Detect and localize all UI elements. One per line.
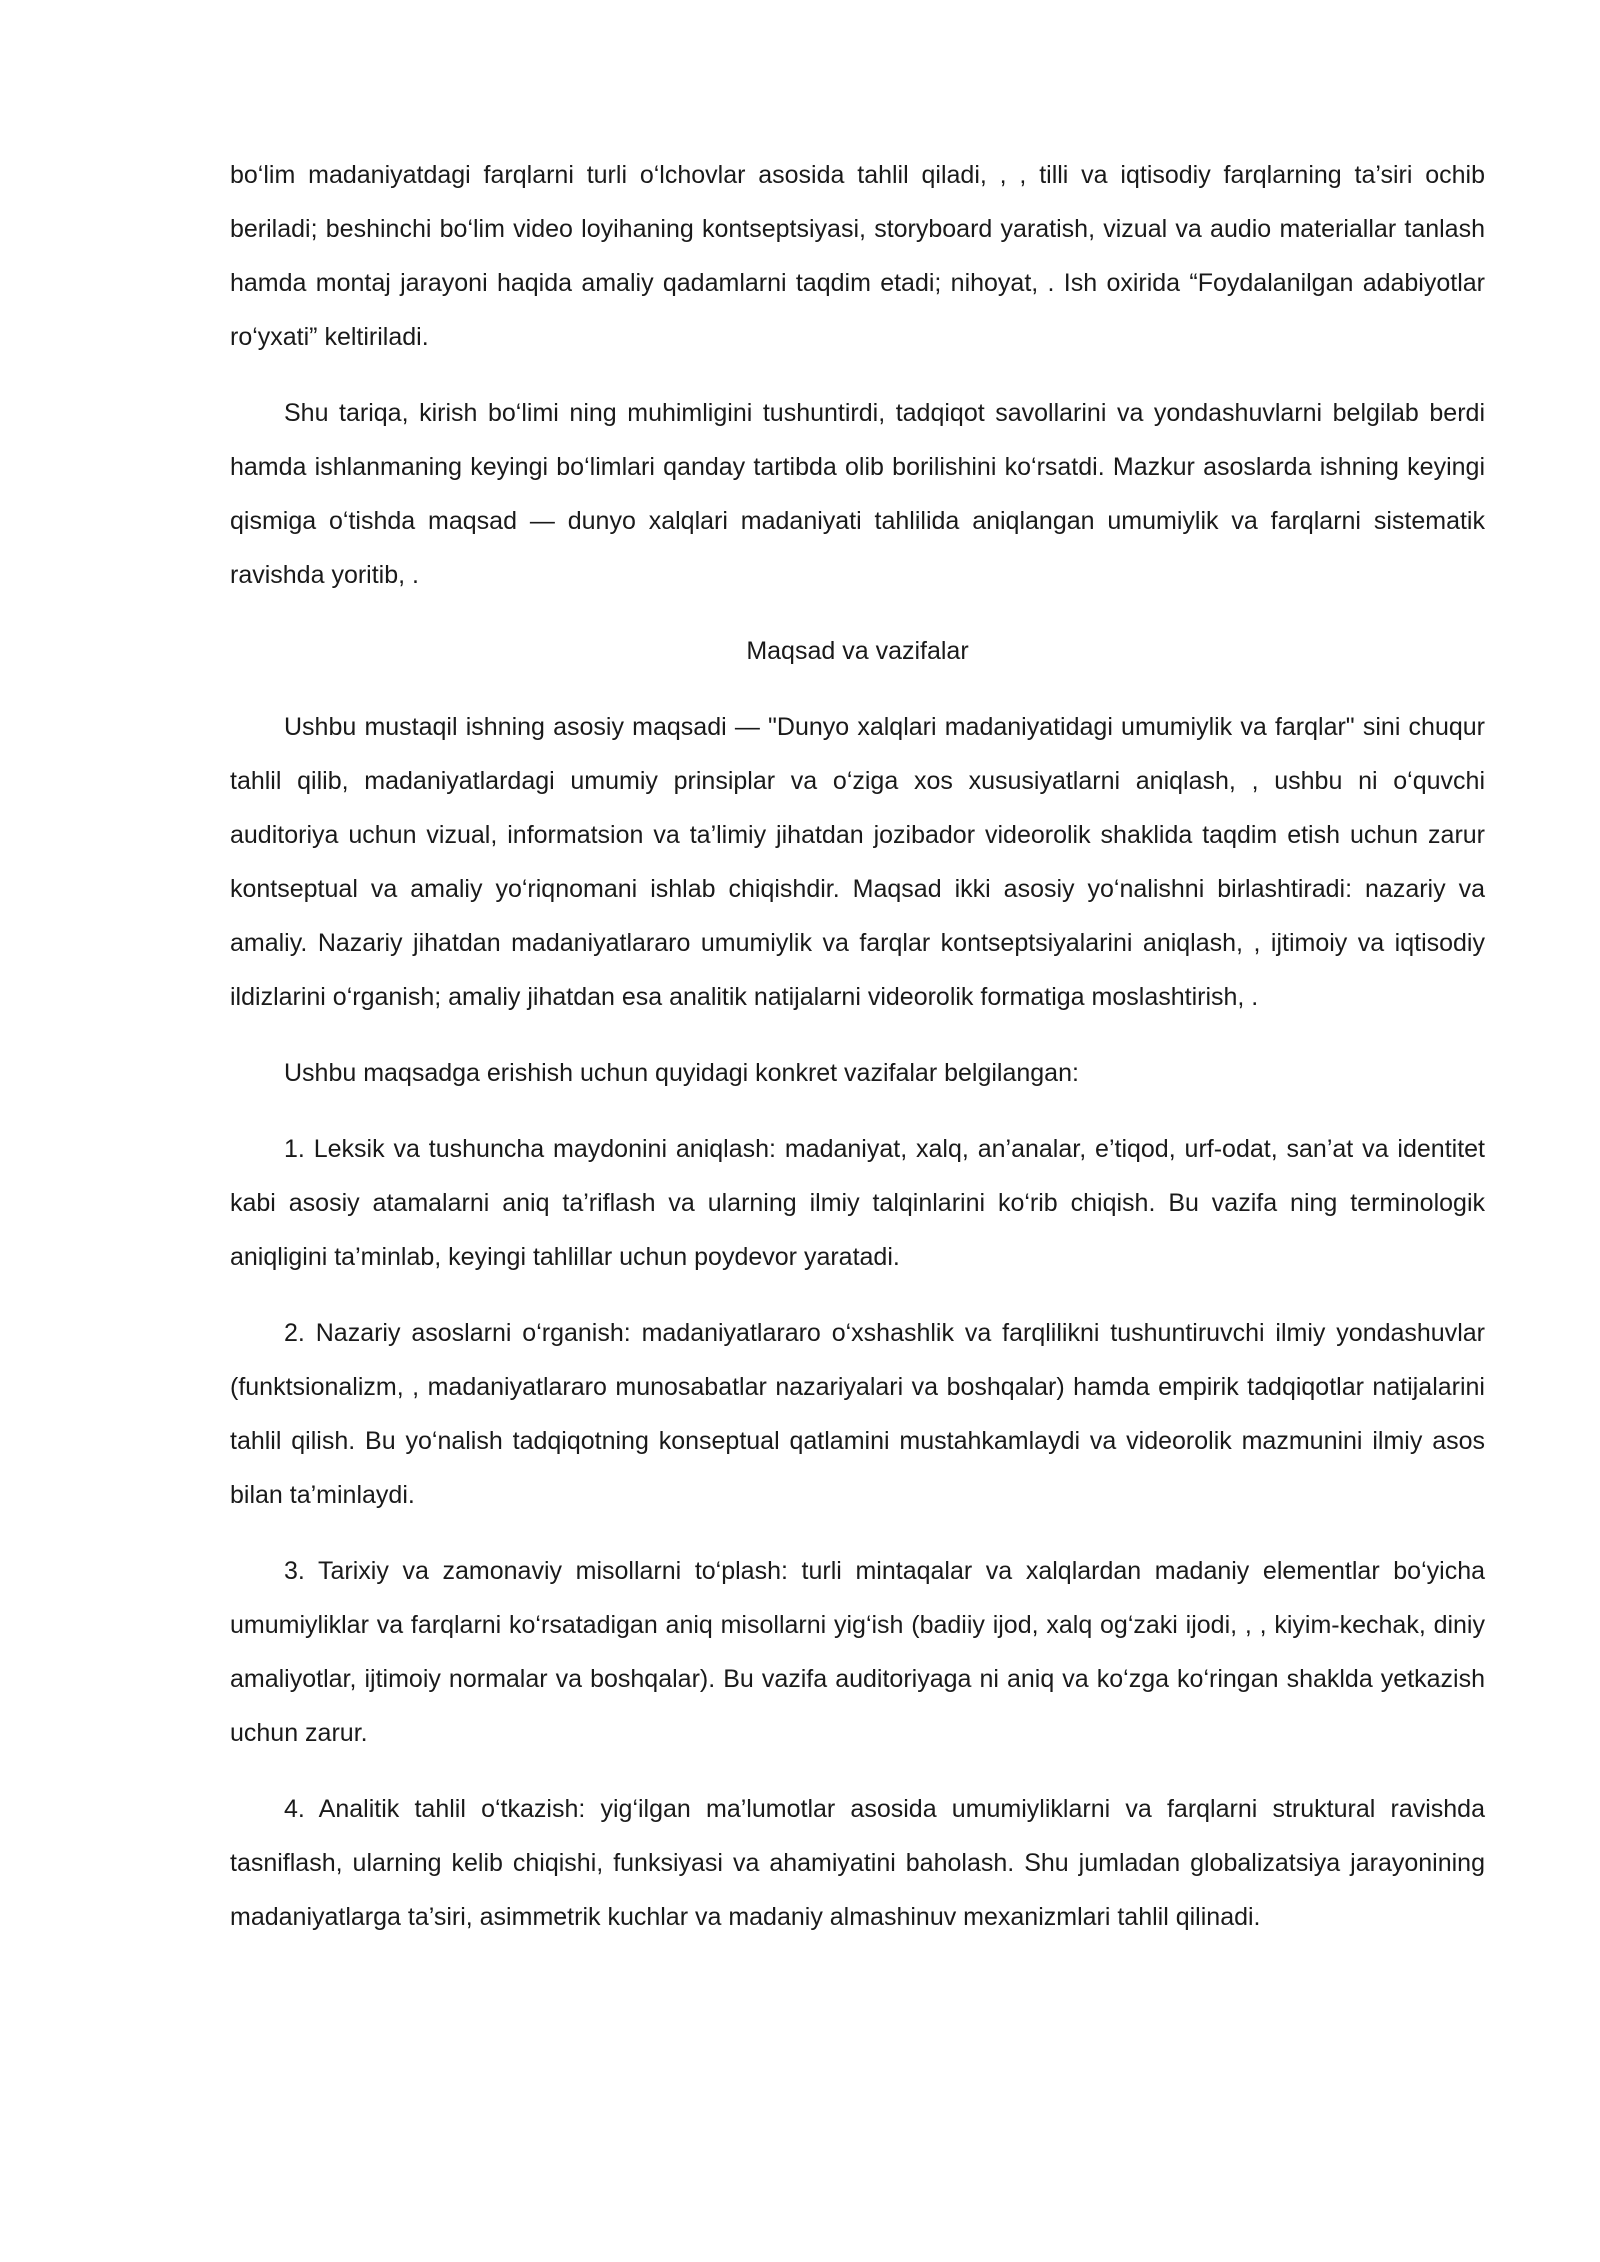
task-item-1: 1. Leksik va tushuncha maydonini aniqlash: madaniyat, xalq, an’analar, e’tiqod, urf-odat, san’at va identitet kabi asosiy atamalarni aniq ta’riflash va ularning ilmiy talqinlarini ko‘rib chiqish. Bu vazifa ning terminologik aniqligini ta’minlab, keyingi tahlillar uchun poydevor yaratadi. xyxy=(230,1135,1485,1271)
document-page xyxy=(230,148,1485,1966)
task-item-2: 2. Nazariy asoslarni o‘rganish: madaniyatlararo o‘xshashlik va farqlilikni tushuntiruvchi ilmiy yondashuvlar (funktsionalizm, , madaniyatlararo munosabatlar nazariyalari va boshqalar) hamda empirik tadqiqotlar natijalarini tahlil qilish. Bu yo‘nalish tadqiqotning konseptual qatlamini mustahkamlaydi va videorolik mazmunini ilmiy asos bilan ta’minlaydi. xyxy=(230,1319,1485,1509)
task-item-4: 4. Analitik tahlil o‘tkazish: yig‘ilgan ma’lumotlar asosida umumiyliklarni va farqlarni struktural ravishda tasniflash, ularning kelib chiqishi, funksiyasi va ahamiyatini baholash. Shu jumladan globalizatsiya jarayonining madaniyatlarga ta’siri, asimmetrik kuchlar va madaniy almashinuv mexanizmlari tahlil qilinadi. xyxy=(230,1795,1485,1931)
section-heading: Maqsad va vazifalar xyxy=(746,637,969,665)
paragraph-main-goal: Ushbu mustaqil ishning asosiy maqsadi — "Dunyo xalqlari madaniyatidagi umumiylik va farqlar" sini chuqur tahlil qilib, madaniyatlardagi umumiy prinsiplar va o‘ziga xos xususiyatlarni aniqlash, , ushbu ni o‘quvchi auditoriya uchun vizual, informatsion va ta’limiy jihatdan jozibador videorolik shaklida taqdim etish uchun zarur kontseptual va amaliy yo‘riqnomani ishlab chiqishdir. Maqsad ikki asosiy yo‘nalishni birlashtiradi: nazariy va amaliy. Nazariy jihatdan madaniyatlararo umumiylik va farqlar kontseptsiyalarini aniqlash, , ijtimoiy va iqtisodiy ildizlarini o‘rganish; amaliy jihatdan esa analitik natijalarni videorolik formatiga moslashtirish, . xyxy=(230,713,1485,1011)
paragraph-tasks-intro: Ushbu maqsadga erishish uchun quyidagi konkret vazifalar belgilangan: xyxy=(284,1059,1079,1087)
task-item-3: 3. Tarixiy va zamonaviy misollarni to‘plash: turli mintaqalar va xalqlardan madaniy elementlar bo‘yicha umumiyliklar va farqlarni ko‘rsatadigan aniq misollarni yig‘ish (badiiy ijod, xalq og‘zaki ijodi, , , kiyim-kechak, diniy amaliyotlar, ijtimoiy normalar va boshqalar). Bu vazifa auditoriyaga ni aniq va ko‘zga ko‘ringan shaklda yetkazish uchun zarur. xyxy=(230,1557,1485,1747)
paragraph-intro-continuation: bo‘lim madaniyatdagi farqlarni turli o‘lchovlar asosida tahlil qiladi, , , tilli va iqtisodiy farqlarning ta’siri ochib beriladi; beshinchi bo‘lim video loyihaning kontseptsiyasi, storyboard yaratish, vizual va audio materiallar tanlash hamda montaj jarayoni haqida amaliy qadamlarni taqdim etadi; nihoyat, . Ish oxirida “Foydalanilgan adabiyotlar ro‘yxati” keltiriladi. xyxy=(230,161,1485,351)
paragraph-summary: Shu tariqa, kirish bo‘limi ning muhimligini tushuntirdi, tadqiqot savollarini va yondashuvlarni belgilab berdi hamda ishlanmaning keyingi bo‘limlari qanday tartibda olib borilishini ko‘rsatdi. Mazkur asoslarda ishning keyingi qismiga o‘tishda maqsad — dunyo xalqlari madaniyati tahlilida aniqlangan umumiylik va farqlarni sistematik ravishda yoritib, . xyxy=(230,399,1485,589)
